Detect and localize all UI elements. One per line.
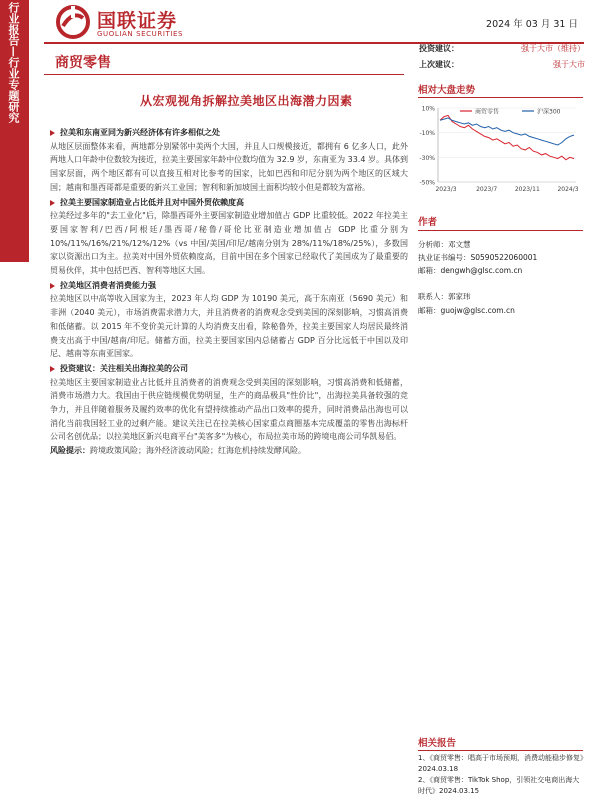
- author-section-title: 作者: [418, 217, 438, 228]
- chart-series-line: [440, 115, 574, 159]
- section-heading-1: 拉美和东南亚同为新兴经济体有许多相似之处: [50, 126, 408, 140]
- contact-email-row: [418, 305, 515, 316]
- logo-en: GUOLIAN SECURITIES: [97, 30, 184, 38]
- prev-advice-value: 强于大市: [553, 60, 585, 69]
- risk-text: 跨境政策风险；海外经济波动风险；红海危机持续发酵风险。: [90, 446, 306, 456]
- contact-row: [418, 291, 471, 302]
- license-label: 执业证书编号：: [418, 253, 471, 262]
- related-report-2[interactable]: 2、《商贸零售：TikTok Shop，引领社交电商出海大时代》2024.03.15: [418, 776, 580, 795]
- related-report-1[interactable]: 1、《商贸零售：唱高于市场预期，消费动能稳步修复》2024.03.18: [418, 754, 584, 773]
- license-number: S0590522060001: [470, 253, 538, 262]
- chart-section-title: 相对大盘走势: [418, 85, 476, 96]
- chart-legend-label: 商贸零售: [475, 108, 500, 116]
- sector-name: 商贸零售: [55, 55, 111, 71]
- invest-advice-label: 投资建议：: [419, 44, 459, 53]
- chart-y-tick-label: -50%: [419, 179, 435, 187]
- section-paragraph-3: 拉美地区以中高等收入国家为主，2023 年人均 GDP 为 10190 美元，高于东南亚（5690 美元）和非洲（2040 美元），市场消费需求潜力大，并且消费者的消费观念受到美国的深刻影响，习惯高消费和低储蓄。以 2015 年不变价美元计算的人均消费支出看，除秘鲁外，拉美主要国家人均居民最终消费支出高于中国/越南/印尼。储蓄方面，拉美主要国家国内总储蓄占 GDP 百分比远低于中国以及印尼、越南等东南亚国家。: [50, 294, 408, 359]
- analyst-label: 分析师：: [418, 240, 448, 249]
- chart-x-tick-label: 2023/11: [514, 186, 540, 193]
- chart-y-tick-label: -30%: [419, 154, 435, 162]
- report-body: [50, 125, 408, 458]
- chart-y-tick-label: -10%: [419, 130, 435, 138]
- chart-series-line: [440, 118, 574, 145]
- chart-x-tick-label: 2024/3: [557, 186, 579, 193]
- chart-legend-label: 沪深300: [537, 108, 561, 116]
- report-type-bar: [0, 0, 29, 262]
- email-row: [418, 265, 522, 276]
- relative-performance-chart: [416, 100, 586, 200]
- logo-cn: 国联证券: [97, 10, 178, 32]
- section-paragraph-4: 拉美地区主要国家制造业占比低并且消费者的消费观念受到美国的深刻影响，习惯高消费和低储蓄，消费市场潜力大。我国由于供应链规模优势明显，生产的商品极具"性价比"，出海拉美具备较强的竞争力，并且伴随着服务及履约效率的优化有望持续推动产品出口效率的提升，同时消费品出海也可以消化当前我国轻工业的过剩产能。建议关注已在拉美核心国家重点商圈基本完成覆盖的零售出海标杆公司名创优品；以拉美地区新兴电商平台"美客多"为核心，布局拉美市场的跨境电商公司华凯易佰。: [50, 377, 408, 442]
- license-row: [418, 252, 537, 263]
- section-heading-3: 拉美地区消费者消费能力强: [50, 279, 408, 293]
- report-type-text: 行业报告—行业专题研究: [7, 2, 20, 123]
- chart-y-tick-label: 10%: [421, 105, 435, 113]
- risk-warning: [50, 444, 408, 458]
- section-heading-4: 投资建议：关注相关出海拉美的公司: [50, 362, 408, 376]
- author-section-rule: [418, 230, 583, 231]
- report-date: 2024 年 03 月 31 日: [486, 19, 578, 30]
- email-label: 邮箱：: [418, 266, 441, 275]
- section-paragraph-2: 拉美经过多年的"去工业化"后，除墨西哥外主要国家制造业增加值占 GDP 比重较低。2022 年拉美主要国家智利/巴西/阿根廷/墨西哥/秘鲁/哥伦比亚制造业增加值占 GDP 比重分别为 10%/11%/16%/21%/12%/12%（vs 中国/美国/印尼/越南分别为 28%/11%/18%/25%），多数国家以资源出口为主。拉美对中国外贸依赖度高，目前中国在多个国家已经取代了美国成为了最重要的贸易伙伴，其中包括巴西、智利等地区大国。: [50, 211, 408, 276]
- chart-x-tick-label: 2023/3: [435, 186, 457, 193]
- contact-email-label: 邮箱：: [418, 306, 441, 315]
- analyst-name: 邓文慧: [448, 240, 471, 249]
- chart-section-rule: [418, 97, 583, 98]
- contact-label: 联系人：: [418, 292, 448, 301]
- chart-x-tick-label: 2023/7: [476, 186, 498, 193]
- analyst-row: [418, 239, 471, 250]
- section-heading-2: 拉美主要国家制造业占比低并且对中国外贸依赖度高: [50, 196, 408, 210]
- risk-label: 风险提示：: [50, 446, 90, 456]
- prev-advice-label: 上次建议：: [419, 60, 459, 69]
- contact-email[interactable]: guojw@glsc.com.cn: [440, 306, 515, 315]
- logo-mark-icon: [55, 4, 91, 40]
- invest-advice-value: 强于大市（维持）: [521, 44, 585, 53]
- company-logo: [55, 4, 225, 42]
- related-section-title: 相关报告: [418, 738, 457, 749]
- report-title: 从宏观视角拆解拉美地区出海潜力因素: [140, 94, 353, 108]
- contact-name: 郭家玮: [448, 292, 471, 301]
- related-section-rule: [418, 750, 583, 751]
- section-paragraph-1: 从地区层面整体来看，两地都分别紧邻中美两个大国，并且人口规模接近，都拥有 6 亿多人口，此外两地人口年龄中位数较为接近，拉美主要国家年龄中位数均值为 32.9 岁，东南亚为 33.4 岁。具体到国家层面，两个地区都有可以直接互相对比参考的国家，比如巴西和印尼分别为两个地区的区域大国；越南和墨西哥都是重要的新兴工业国；智利和新加坡国土面积均较小但是都较为富裕。: [50, 141, 408, 192]
- analyst-email[interactable]: dengwh@glsc.com.cn: [440, 266, 523, 275]
- sector-rule: [44, 74, 404, 75]
